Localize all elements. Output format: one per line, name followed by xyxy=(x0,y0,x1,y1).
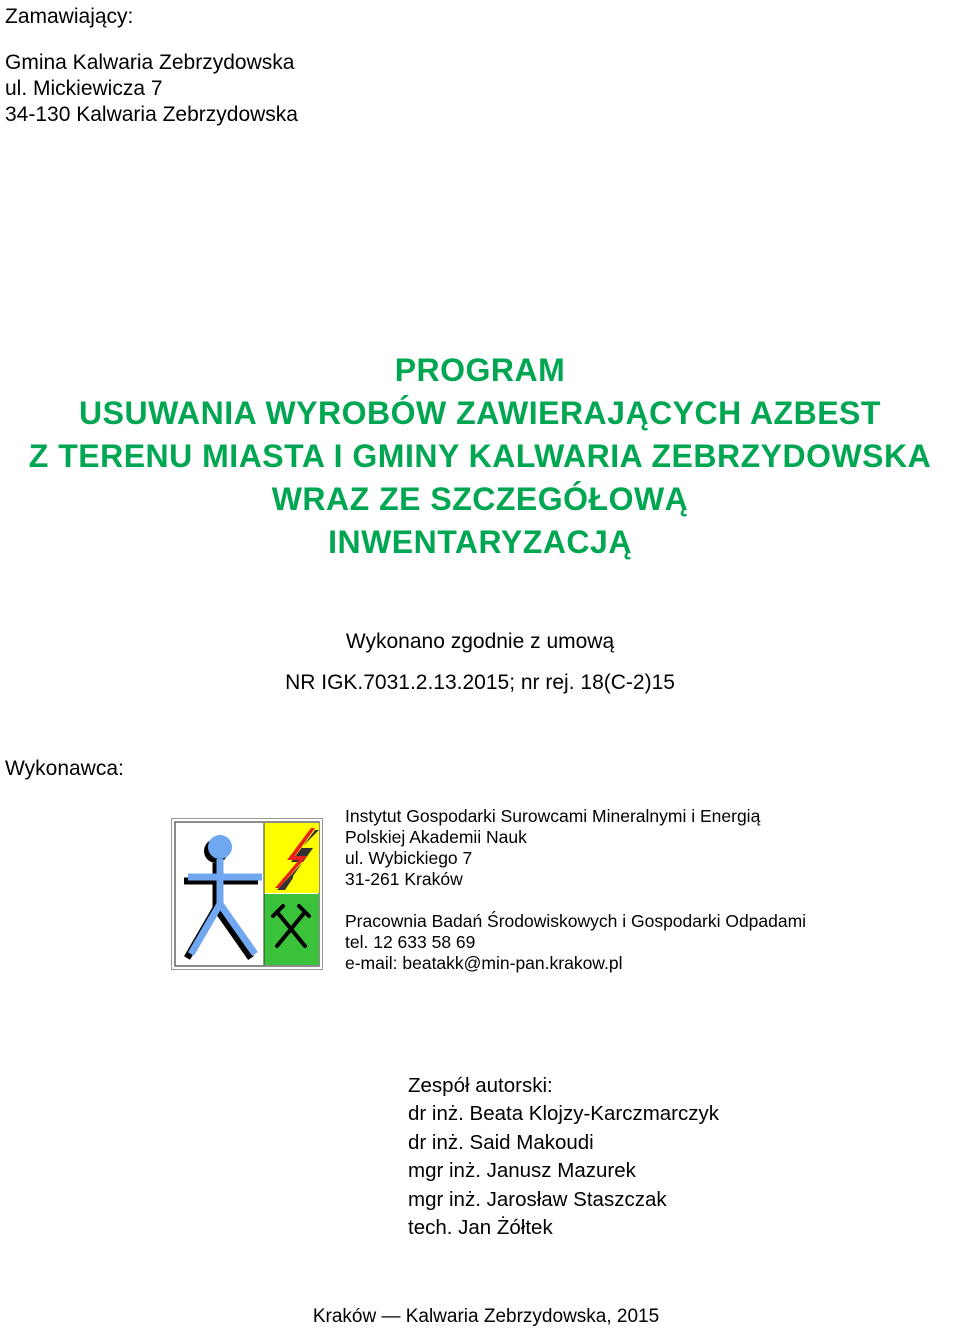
client-city: 34-130 Kalwaria Zebrzydowska xyxy=(5,103,298,126)
lab-phone: tel. 12 633 58 69 xyxy=(345,932,476,952)
title-line-1: PROGRAM xyxy=(394,352,566,388)
client-name: Gmina Kalwaria Zebrzydowska xyxy=(5,51,295,74)
agreement-line-1: Wykonano zgodnie z umową xyxy=(345,630,615,653)
author-item: dr inż. Beata Klojzy-Karczmarczyk xyxy=(408,1102,720,1125)
lab-email: e-mail: beatakk@min-pan.krakow.pl xyxy=(345,953,623,973)
author-item: tech. Jan Żółtek xyxy=(408,1216,553,1239)
institute-street: ul. Wybickiego 7 xyxy=(345,848,473,868)
author-item: mgr inż. Janusz Mazurek xyxy=(408,1159,636,1182)
institute-city: 31-261 Kraków xyxy=(345,869,463,889)
institute-name: Instytut Gospodarki Surowcami Mineralnymi i Energią xyxy=(345,806,761,826)
agreement-line-2: NR IGK.7031.2.13.2015; nr rej. 18(C-2)15 xyxy=(285,671,675,694)
institute-logo xyxy=(171,818,323,970)
author-item: mgr inż. Jarosław Staszczak xyxy=(408,1188,667,1211)
client-label: Zamawiający: xyxy=(5,5,134,28)
authors-label: Zespół autorski: xyxy=(408,1074,553,1097)
author-item: dr inż. Said Makoudi xyxy=(408,1131,594,1154)
title-line-3: Z TERENU MIASTA I GMINY KALWARIA ZEBRZYDOWSKA xyxy=(28,438,932,474)
contractor-label: Wykonawca: xyxy=(5,757,124,780)
title-line-5: INWENTARYZACJĄ xyxy=(328,524,632,560)
client-street: ul. Mickiewicza 7 xyxy=(5,77,163,100)
institute-academy: Polskiej Akademii Nauk xyxy=(345,827,527,847)
title-line-2: USUWANIA WYROBÓW ZAWIERAJĄCYCH AZBEST xyxy=(79,395,881,431)
title-line-4: WRAZ ZE SZCZEGÓŁOWĄ xyxy=(271,481,689,517)
lab-name: Pracownia Badań Środowiskowych i Gospodarki Odpadami xyxy=(345,911,807,931)
footer-place-date: Kraków — Kalwaria Zebrzydowska, 2015 xyxy=(312,1306,660,1327)
institute-logo-svg xyxy=(171,818,323,970)
